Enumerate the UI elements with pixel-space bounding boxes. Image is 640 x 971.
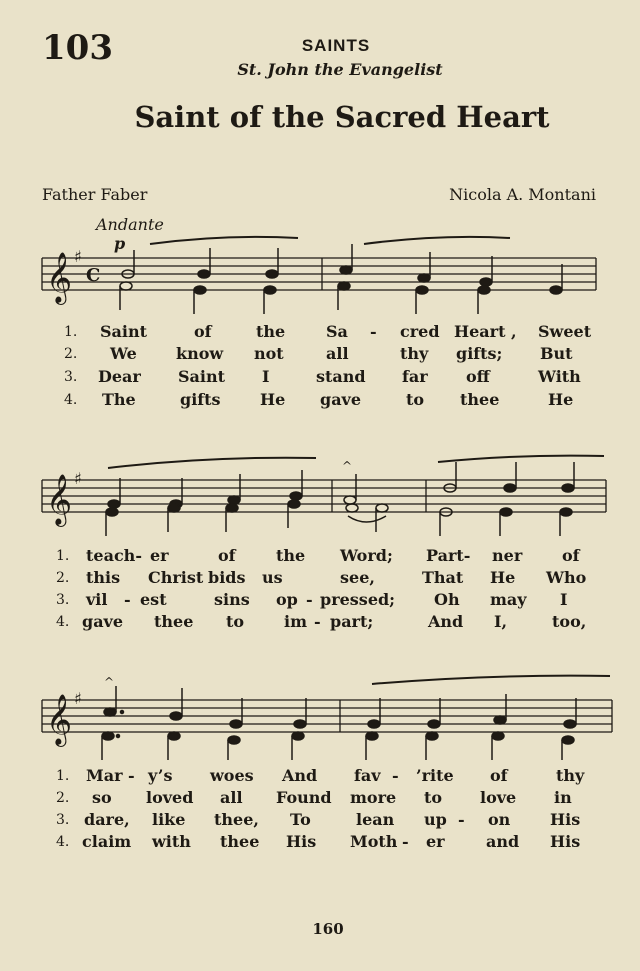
lyric-word: know [176, 344, 224, 363]
lyric-word: Dear [98, 367, 141, 386]
lyric-word: too, [552, 612, 587, 631]
lyric-word: in [554, 788, 572, 807]
slur-mark [438, 456, 604, 462]
verse-number: 3. [64, 369, 78, 385]
sharp-icon: ♯ [74, 469, 82, 488]
lyric-word: more [350, 788, 397, 807]
lyric-word: Sa [326, 322, 348, 341]
lyric-word: His [550, 810, 581, 829]
slur-mark [108, 458, 316, 468]
lyric-line-2-1 [0, 546, 640, 568]
lyric-word: - [314, 612, 321, 631]
lyric-word: up [424, 810, 447, 829]
lyric-word: see, [340, 568, 375, 587]
lyric-word: With [538, 367, 581, 386]
lyric-word: loved [146, 788, 194, 807]
treble-clef-icon: 𝄞 [46, 474, 73, 525]
lyric-line-1-3 [0, 367, 640, 389]
author-credit: Father Faber [42, 185, 148, 204]
lyric-word: dare, [84, 810, 130, 829]
lyric-word: this [86, 568, 121, 587]
lyric-word: of [218, 546, 236, 565]
lyric-line-3-3 [0, 810, 640, 832]
lyric-word: stand [316, 367, 366, 386]
lyric-word: claim [82, 832, 132, 851]
lyric-word: Heart , [454, 322, 517, 341]
lyric-word: The [102, 390, 136, 409]
lyric-word: the [256, 322, 286, 341]
lyric-line-3-4 [0, 832, 640, 854]
accent-mark: ^ [104, 675, 115, 689]
lyric-word: I [262, 367, 270, 386]
lyric-word: love [480, 788, 517, 807]
slur-mark [150, 237, 298, 244]
lyric-word: us [262, 568, 283, 587]
lyric-word: thy [556, 766, 585, 785]
lyric-word: off [466, 367, 490, 386]
lyric-word: er [150, 546, 169, 565]
lyric-word: Christ [148, 568, 204, 587]
lyric-word: - [458, 810, 465, 829]
lyric-word: thee [460, 390, 500, 409]
lyric-word: like [152, 810, 186, 829]
lyric-word: His [550, 832, 581, 851]
lyric-word: I [560, 590, 568, 609]
lyric-word: not [254, 344, 284, 363]
lyric-word: - [128, 766, 135, 785]
verse-number: 2. [56, 790, 70, 806]
lyric-word: y’s [148, 766, 173, 785]
common-time-icon: C [86, 265, 101, 286]
lyric-word: woes [210, 766, 254, 785]
hymn-title: Saint of the Sacred Heart [134, 100, 550, 134]
lyric-word: Moth [350, 832, 398, 851]
music-staff-2 [0, 452, 640, 544]
lyric-line-1-2 [0, 344, 640, 366]
lyric-word: - [392, 766, 399, 785]
lyric-word: with [152, 832, 191, 851]
lyric-word: That [422, 568, 464, 587]
lyric-word: pressed; [320, 590, 396, 609]
verse-number: 1. [64, 324, 78, 340]
lyric-word: and [486, 832, 520, 851]
lyric-word: thee [154, 612, 194, 631]
tempo-marking: Andante [96, 215, 164, 234]
lyric-word: He [490, 568, 516, 587]
lyric-word: im [284, 612, 308, 631]
lyric-word: Oh [434, 590, 460, 609]
lyric-word: thee [220, 832, 260, 851]
verse-number: 2. [56, 570, 70, 586]
lyric-word: - [370, 322, 377, 341]
lyric-word: - [306, 590, 313, 609]
lyric-word: Who [546, 568, 587, 587]
lyric-word: teach- [86, 546, 142, 565]
lyric-word: But [540, 344, 573, 363]
verse-number: 1. [56, 548, 70, 564]
lyric-word: all [220, 788, 243, 807]
lyric-word: He [260, 390, 286, 409]
lyric-word: est [140, 590, 167, 609]
tie-mark [348, 516, 386, 522]
verse-number: 1. [56, 768, 70, 784]
lyric-word: all [326, 344, 349, 363]
lyric-word: of [490, 766, 508, 785]
verse-number: 4. [56, 834, 70, 850]
lyric-word: gifts [180, 390, 221, 409]
sharp-icon: ♯ [74, 247, 82, 266]
lyric-word: fav [354, 766, 381, 785]
lyric-line-3-2 [0, 788, 640, 810]
composer-credit: Nicola A. Montani [449, 185, 596, 204]
lyric-word: ner [492, 546, 523, 565]
lyric-word: Sweet [538, 322, 592, 341]
lyric-word: cred [400, 322, 440, 341]
music-staff-1 [0, 230, 640, 320]
lyric-word: op [276, 590, 298, 609]
hymn-number: 103 [42, 28, 113, 68]
lyric-word: I, [494, 612, 508, 631]
sharp-icon: ♯ [74, 689, 82, 708]
verse-number: 3. [56, 592, 70, 608]
lyric-line-2-4 [0, 612, 640, 634]
lyric-word: thy [400, 344, 429, 363]
lyric-word: Saint [100, 322, 148, 341]
lyric-word: - [124, 590, 131, 609]
lyric-line-1-1 [0, 322, 640, 344]
treble-clef-icon: 𝄞 [46, 694, 73, 745]
feast-line: St. John the Evangelist [237, 60, 443, 79]
lyric-word: Saint [178, 367, 226, 386]
lyric-word: And [282, 766, 318, 785]
lyric-word: may [490, 590, 527, 609]
lyric-word: er [426, 832, 445, 851]
verse-number: 4. [56, 614, 70, 630]
lyric-word: thee, [214, 810, 259, 829]
verse-number: 3. [56, 812, 70, 828]
lyric-word: Part- [426, 546, 471, 565]
slur-mark [364, 237, 510, 244]
lyric-word: sins [214, 590, 250, 609]
lyric-word: to [424, 788, 443, 807]
lyric-line-2-3 [0, 590, 640, 612]
lyric-word: bids [208, 568, 246, 587]
lyric-word: on [488, 810, 511, 829]
slur-mark [372, 676, 610, 684]
lyric-word: so [92, 788, 112, 807]
lyric-line-1-4 [0, 390, 640, 412]
lyric-word: Mar [86, 766, 123, 785]
lyric-word: lean [356, 810, 395, 829]
lyric-word: far [402, 367, 428, 386]
lyric-line-2-2 [0, 568, 640, 590]
treble-clef-icon: 𝄞 [46, 252, 73, 303]
lyric-word: We [110, 344, 137, 363]
lyric-word: gave [320, 390, 362, 409]
lyric-word: the [276, 546, 306, 565]
lyric-word: Word; [340, 546, 393, 565]
lyric-word: of [194, 322, 212, 341]
lyric-word: gave [82, 612, 124, 631]
lyric-word: of [562, 546, 580, 565]
lyric-word: part; [330, 612, 374, 631]
lyric-word: to [226, 612, 245, 631]
lyric-word: Found [276, 788, 332, 807]
music-staff-3 [0, 672, 640, 764]
lyric-word: He [548, 390, 574, 409]
verse-number: 2. [64, 346, 78, 362]
section-title: SAINTS [301, 36, 371, 55]
dynamic-marking: p [114, 234, 126, 253]
lyric-word: gifts; [456, 344, 503, 363]
lyric-word: vil [86, 590, 108, 609]
lyric-word: ’rite [416, 766, 454, 785]
lyric-line-3-1 [0, 766, 640, 788]
lyric-word: - [402, 832, 409, 851]
accent-mark: ^ [342, 459, 353, 473]
lyric-word: to [406, 390, 425, 409]
lyric-word: And [428, 612, 464, 631]
lyric-word: To [290, 810, 311, 829]
verse-number: 4. [64, 392, 78, 408]
lyric-word: His [286, 832, 317, 851]
page-number: 160 [312, 920, 344, 938]
